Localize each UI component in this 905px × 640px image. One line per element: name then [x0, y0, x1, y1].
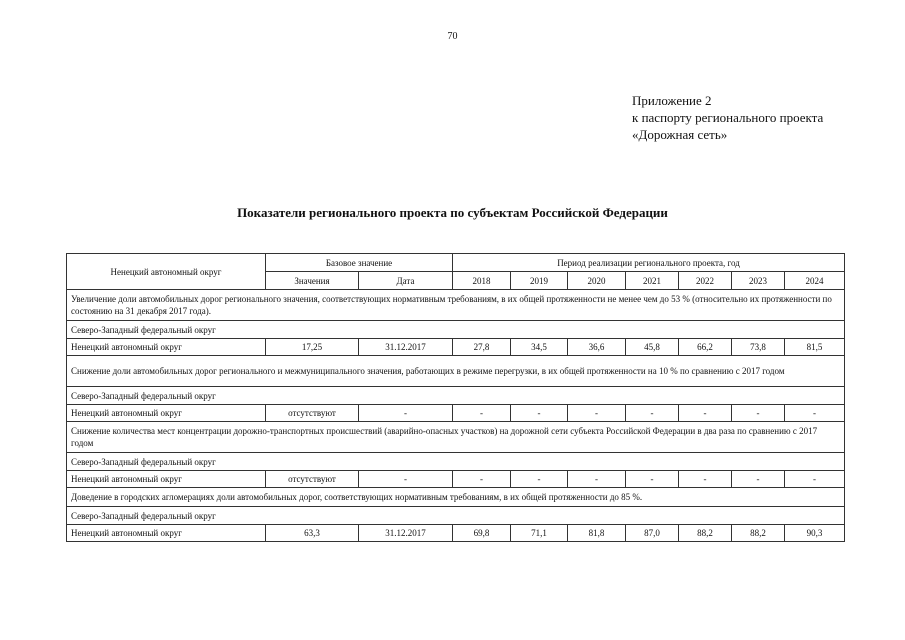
year-value-cell: - [679, 405, 732, 422]
year-value-cell: 69,8 [453, 525, 511, 542]
header-year: 2019 [511, 272, 568, 290]
header-region: Ненецкий автономный округ [67, 254, 266, 290]
header-year: 2023 [732, 272, 785, 290]
indicator-description: Доведение в городских агломерациях доли автомобильных дорог, соответствующих нормативным требованиям, в их общей протяженности до 85 %. [67, 488, 845, 507]
district-label: Северо-Западный федеральный округ [67, 507, 845, 525]
header-year: 2024 [785, 272, 845, 290]
year-value-cell: 88,2 [679, 525, 732, 542]
base-value-cell: отсутствуют [266, 405, 359, 422]
year-value-cell: 73,8 [732, 339, 785, 356]
year-value-cell: 88,2 [732, 525, 785, 542]
indicator-description-row [67, 356, 845, 387]
header-year: 2021 [626, 272, 679, 290]
appendix-line-3: «Дорожная сеть» [632, 127, 728, 142]
year-value-cell: - [626, 471, 679, 488]
year-value-cell: 87,0 [626, 525, 679, 542]
base-value-cell: 63,3 [266, 525, 359, 542]
appendix-note [632, 92, 823, 143]
header-values: Значения [266, 272, 359, 290]
year-value-cell: 90,3 [785, 525, 845, 542]
base-date-cell: - [359, 405, 453, 422]
region-cell: Ненецкий автономный округ [67, 405, 266, 422]
table-header-row-1 [67, 254, 845, 272]
year-value-cell: - [453, 405, 511, 422]
district-label: Северо-Западный федеральный округ [67, 453, 845, 471]
year-value-cell: - [679, 471, 732, 488]
year-value-cell: - [626, 405, 679, 422]
table-row [67, 525, 845, 542]
year-value-cell: 27,8 [453, 339, 511, 356]
year-value-cell: - [732, 471, 785, 488]
year-value-cell: - [785, 405, 845, 422]
year-value-cell: 45,8 [626, 339, 679, 356]
indicators-table [66, 253, 845, 542]
table-row [67, 339, 845, 356]
base-value-cell: 17,25 [266, 339, 359, 356]
year-value-cell: - [511, 471, 568, 488]
header-year: 2020 [568, 272, 626, 290]
district-row [67, 453, 845, 471]
header-year: 2022 [679, 272, 732, 290]
year-value-cell: - [511, 405, 568, 422]
region-cell: Ненецкий автономный округ [67, 525, 266, 542]
year-value-cell: 71,1 [511, 525, 568, 542]
appendix-line-1: Приложение 2 [632, 93, 712, 108]
table-row [67, 471, 845, 488]
year-value-cell: - [453, 471, 511, 488]
indicator-description-row [67, 488, 845, 507]
district-row [67, 387, 845, 405]
district-row [67, 321, 845, 339]
base-date-cell: - [359, 471, 453, 488]
header-date: Дата [359, 272, 453, 290]
region-cell: Ненецкий автономный округ [67, 339, 266, 356]
year-value-cell: 66,2 [679, 339, 732, 356]
year-value-cell: - [732, 405, 785, 422]
indicator-description: Увеличение доли автомобильных дорог регионального значения, соответствующих нормативным требованиям, в их общей протяженности не менее чем до 53 % (относительно их протяженности по состоянию на 31 декабря 2017 года). [67, 290, 845, 321]
base-date-cell: 31.12.2017 [359, 339, 453, 356]
header-year: 2018 [453, 272, 511, 290]
header-base-value: Базовое значение [266, 254, 453, 272]
indicator-description: Снижение количества мест концентрации дорожно-транспортных происшествий (аварийно-опасных участков) на дорожной сети субъекта Российской Федерации в два раза по сравнению с 2017 годом [67, 422, 845, 453]
year-value-cell: 34,5 [511, 339, 568, 356]
indicator-description-row [67, 290, 845, 321]
year-value-cell: 81,5 [785, 339, 845, 356]
appendix-line-2: к паспорту регионального проекта [632, 110, 824, 125]
indicator-description: Снижение доли автомобильных дорог регионального и межмуниципального значения, работающих в режиме перегрузки, в их общей протяженности на 10 % по сравнению с 2017 годом [67, 356, 845, 387]
year-value-cell: 81,8 [568, 525, 626, 542]
base-date-cell: 31.12.2017 [359, 525, 453, 542]
page-number: 70 [447, 31, 458, 42]
year-value-cell: - [785, 471, 845, 488]
table-row [67, 405, 845, 422]
indicator-description-row [67, 422, 845, 453]
district-label: Северо-Западный федеральный округ [67, 321, 845, 339]
year-value-cell: - [568, 471, 626, 488]
year-value-cell: 36,6 [568, 339, 626, 356]
year-value-cell: - [568, 405, 626, 422]
base-value-cell: отсутствуют [266, 471, 359, 488]
document-title: Показатели регионального проекта по субъектам Российской Федерации [237, 205, 668, 220]
header-period: Период реализации регионального проекта, год [453, 254, 845, 272]
district-row [67, 507, 845, 525]
region-cell: Ненецкий автономный округ [67, 471, 266, 488]
district-label: Северо-Западный федеральный округ [67, 387, 845, 405]
